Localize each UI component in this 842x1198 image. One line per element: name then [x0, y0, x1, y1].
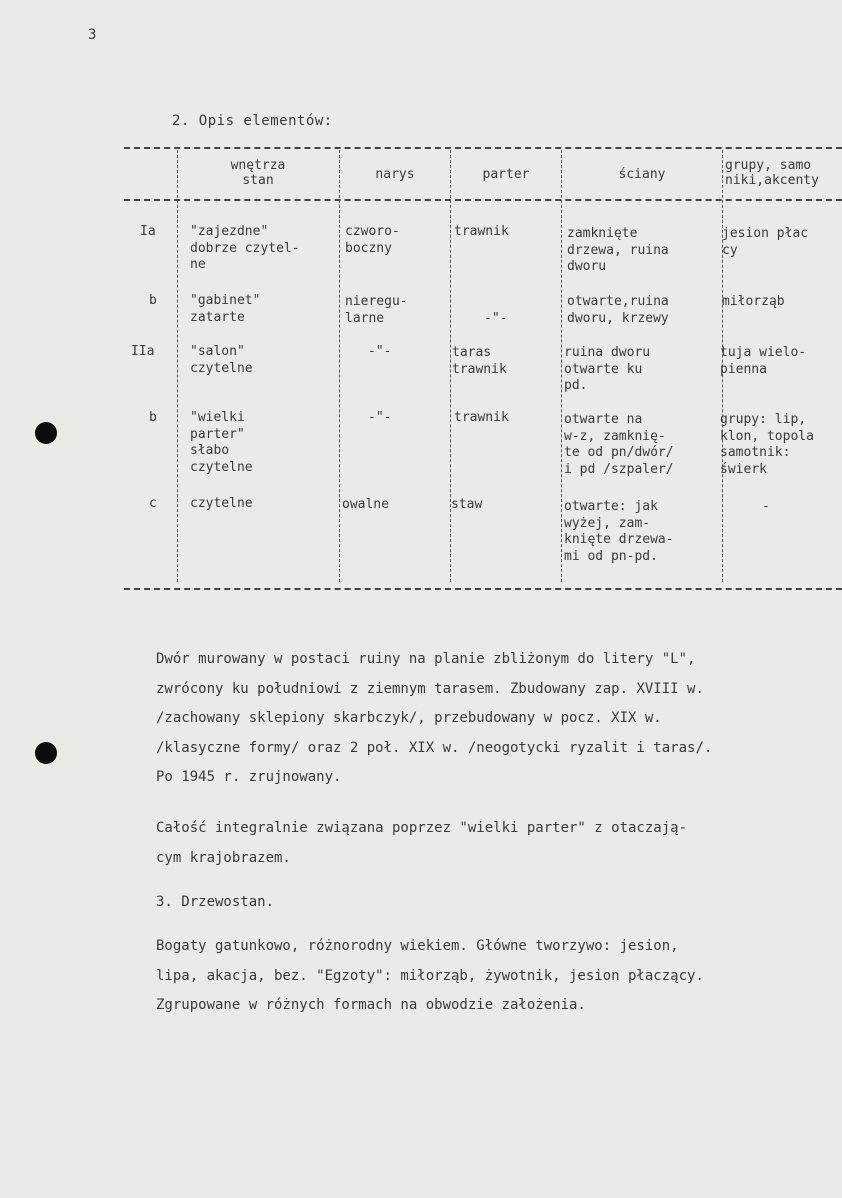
- table-top-rule: [124, 147, 842, 149]
- table-cell: jesion płac cy: [722, 226, 809, 258]
- table-cell: nieregu- larne: [345, 294, 408, 326]
- column-divider: [561, 150, 562, 582]
- paragraph-tree-stand: Bogaty gatunkowo, różnorodny wiekiem. Główne tworzywo: jesion, lipa, akacja, bez. "Egzoty": miłorząb, żywotnik, jesion płaczący. Zgrupowane w różnych formach na obwodzie założenia.: [156, 938, 704, 1013]
- row-label: b: [149, 293, 157, 308]
- table-cell: grupy: lip, klon, topola samotnik: świerk: [720, 412, 814, 477]
- table-cell: zamknięte drzewa, ruina dworu: [567, 226, 669, 274]
- table-header-rule: [124, 199, 842, 201]
- header-wnetrza: wnętrza stan: [230, 158, 286, 188]
- table-cell: miłorząb: [722, 294, 785, 309]
- table-cell: owalne: [342, 497, 389, 512]
- row-label: c: [149, 496, 157, 511]
- paragraph-landscape: Całość integralnie związana poprzez "wielki parter" z otaczają- cym krajobrazem.: [156, 820, 688, 866]
- table-cell: "gabinet" zatarte: [190, 293, 261, 325]
- row-label: b: [149, 410, 157, 425]
- table-cell: "zajezdne" dobrze czytel- ne: [190, 224, 300, 272]
- table-cell: taras trawnik: [452, 345, 507, 377]
- column-divider: [339, 150, 340, 582]
- section-title: 2. Opis elementów:: [172, 113, 333, 129]
- column-divider: [177, 150, 178, 582]
- table-cell: otwarte na w-z, zamknię- te od pn/dwór/ i pd /szpaler/: [564, 412, 674, 477]
- header-sciany: ściany: [618, 167, 666, 182]
- table-cell: staw: [451, 497, 483, 512]
- header-grupy: grupy, samo niki,akcenty: [725, 158, 819, 188]
- table-cell: tuja wielo- pienna: [720, 345, 807, 377]
- table-cell: "wielki parter" słabo czytelne: [190, 410, 253, 475]
- table-cell: -: [762, 499, 770, 514]
- table-cell: otwarte,ruina dworu, krzewy: [567, 294, 669, 326]
- table-cell: czytelne: [190, 496, 253, 511]
- column-divider: [450, 150, 451, 582]
- page-number: 3: [88, 27, 97, 43]
- header-parter: parter: [482, 167, 530, 182]
- row-label: IIa: [131, 344, 155, 359]
- table-cell: ruina dworu otwarte ku pd.: [564, 345, 651, 393]
- table-cell: czworo- boczny: [345, 224, 400, 256]
- punch-hole-bottom: [35, 742, 57, 764]
- table-cell: trawnik: [454, 410, 509, 425]
- table-cell: otwarte: jak wyżej, zam- knięte drzewa- mi od pn-pd.: [564, 499, 674, 564]
- table-cell: -"-: [484, 311, 508, 326]
- row-label: Ia: [140, 224, 156, 239]
- table-cell: -"-: [368, 344, 392, 359]
- table-cell: "salon" czytelne: [190, 344, 253, 376]
- table-cell: trawnik: [454, 224, 509, 239]
- section-heading-tree-stand: 3. Drzewostan.: [156, 894, 275, 910]
- paragraph-manor-description: Dwór murowany w postaci ruiny na planie zbliżonym do litery "L", zwrócony ku południowi z ziemnym tarasem. Zbudowany zap. XVIII w. /zachowany sklepiony skarbczyk/, przebudowany w pocz. XIX w. /klasyczne formy/ oraz 2 poł. XIX w. /neogotycki ryzalit i taras/. Po 1945 r. zrujnowany.: [156, 651, 713, 785]
- table-bottom-rule: [124, 588, 842, 590]
- header-narys: narys: [375, 167, 415, 182]
- table-cell: -"-: [368, 410, 392, 425]
